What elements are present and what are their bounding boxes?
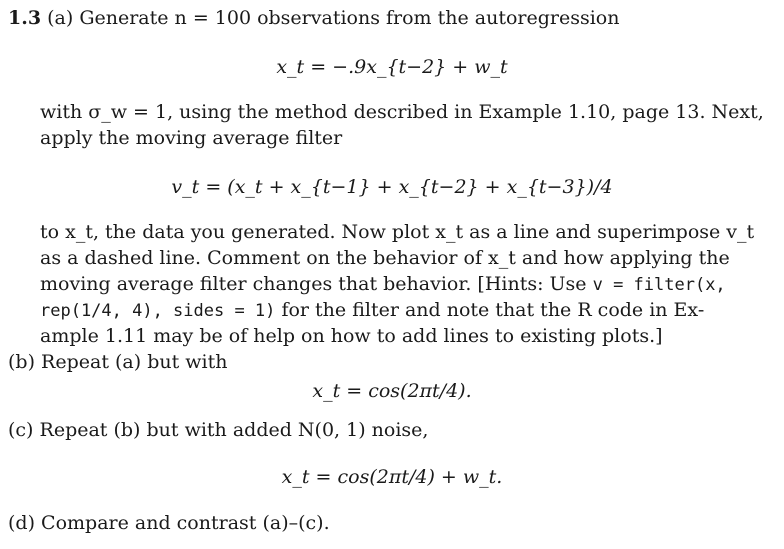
- problem-header: [8, 6, 619, 30]
- part-a-line5: [40, 272, 726, 297]
- part-b: [8, 350, 227, 374]
- equation-cosine: [0, 378, 784, 404]
- part-a-label: (a): [47, 7, 74, 29]
- code-filter-start: v = filter(x,: [592, 275, 726, 295]
- equation-cosine-text: x_t = cos(2πt/4).: [312, 380, 472, 402]
- part-a-line7: [40, 324, 663, 348]
- part-b-label: (b): [8, 351, 35, 373]
- part-a-line2-text: apply the moving average filter: [40, 127, 343, 149]
- part-d: [8, 511, 330, 535]
- part-a-line3: [40, 220, 754, 244]
- part-a-line2: [40, 126, 342, 150]
- part-d-text: Compare and contrast (a)–(c).: [41, 512, 330, 534]
- part-a-line3-text: to x_t, the data you generated. Now plot x_t as a line and superimpose v_t: [40, 221, 755, 243]
- equation-autoregression: [0, 54, 784, 80]
- part-c-text: Repeat (b) but with added N(0, 1) noise,: [39, 419, 429, 441]
- part-b-text: Repeat (a) but with: [41, 351, 228, 373]
- part-c-label: (c): [8, 419, 34, 441]
- code-filter-end: rep(1/4, 4), sides = 1): [40, 301, 276, 321]
- equation-cosine-noise-text: x_t = cos(2πt/4) + w_t.: [281, 466, 503, 488]
- part-a-line6-text: for the filter and note that the R code in Ex-: [275, 299, 705, 321]
- part-a-line7-text: ample 1.11 may be of help on how to add lines to existing plots.]: [40, 325, 663, 347]
- equation-moving-average: [0, 174, 784, 200]
- part-a-line4-text: as a dashed line. Comment on the behavior of x_t and how applying the: [40, 247, 730, 269]
- part-d-label: (d): [8, 512, 35, 534]
- equation-moving-average-text: v_t = (x_t + x_{t−1} + x_{t−2} + x_{t−3})/4: [171, 176, 613, 198]
- part-a-line6: [40, 298, 704, 323]
- part-a-line5-text: moving average filter changes that behavior. [Hints: Use: [40, 273, 593, 295]
- part-a-line1-text: with σ_w = 1, using the method described in Example 1.10, page 13. Next,: [40, 101, 764, 123]
- part-a-intro: Generate n = 100 observations from the autoregression: [79, 7, 620, 29]
- problem-number: 1.3: [8, 7, 42, 29]
- part-a-line4: [40, 246, 730, 270]
- equation-cosine-noise: [0, 464, 784, 490]
- part-c: [8, 418, 428, 442]
- part-a-line1: [40, 100, 764, 124]
- equation-autoregression-text: x_t = −.9x_{t−2} + w_t: [276, 56, 508, 78]
